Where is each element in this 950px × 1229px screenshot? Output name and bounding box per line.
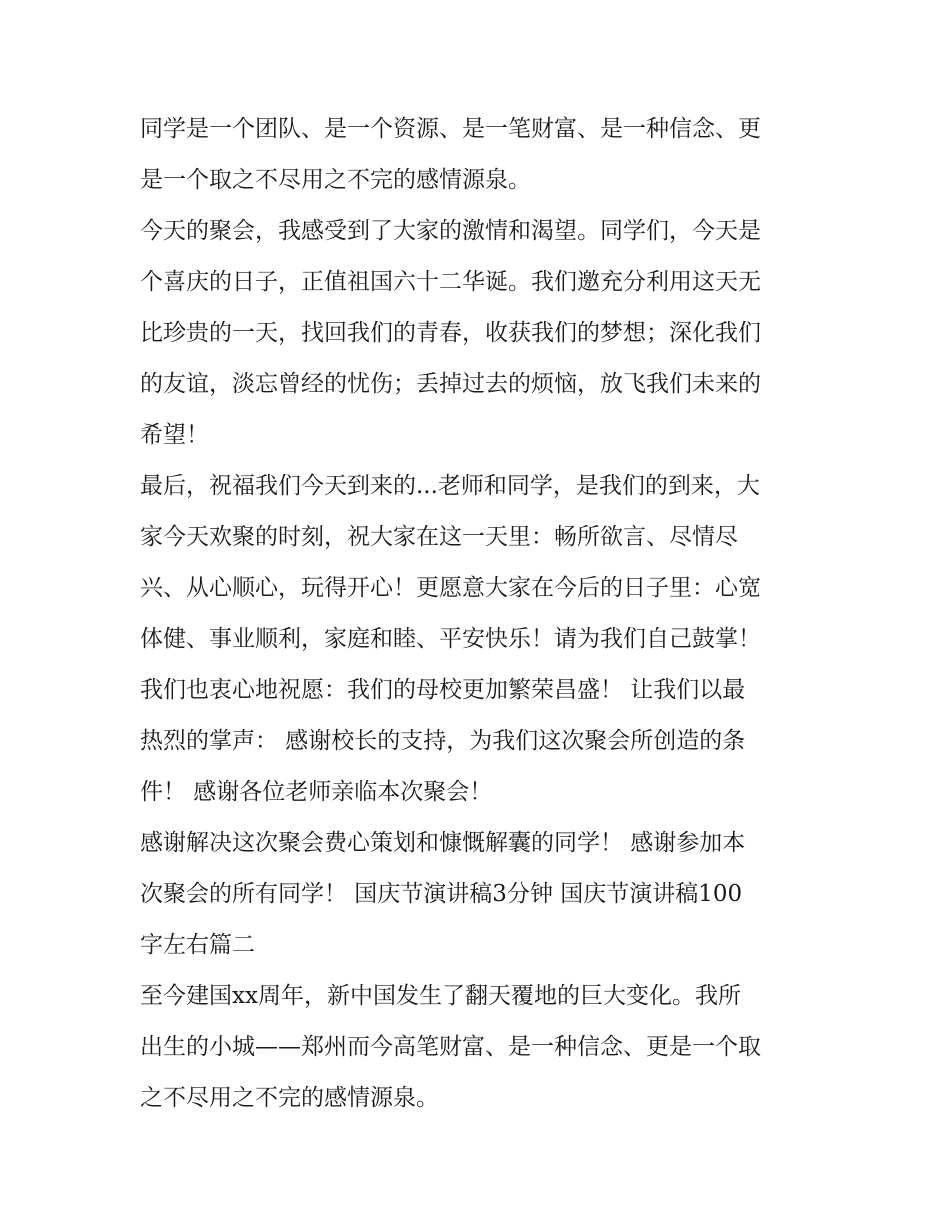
text-line: 家今天欢聚的时刻，祝大家在这一天里：畅所欲言、尽情尽	[140, 524, 738, 550]
text-line: 希望！	[140, 422, 209, 448]
text-line: 出生的小城——郑州而今高笔财富、是一种信念、更是一个取	[140, 1034, 761, 1060]
text-line: 至今建国xx周年，新中国发生了翻天覆地的巨大变化。我所	[140, 983, 741, 1009]
text-line: 体健、事业顺利，家庭和睦、平安快乐！请为我们自己鼓掌！	[140, 626, 761, 652]
text-line: 个喜庆的日子，正值祖国六十二华诞。我们邀充分利用这天无	[140, 269, 761, 295]
document-body	[140, 104, 820, 1124]
text-line: 比珍贵的一天，找回我们的青春，收获我们的梦想；深化我们	[140, 320, 761, 346]
text-line: 热烈的掌声： 感谢校长的支持，为我们这次聚会所创造的条	[140, 728, 746, 754]
text-line: 今天的聚会，我感受到了大家的激情和渴望。同学们，今天是	[140, 218, 761, 244]
text-line: 感谢解决这次聚会费心策划和慷慨解囊的同学！ 感谢参加本	[140, 830, 746, 856]
text-line: 兴、从心顺心，玩得开心！更愿意大家在今后的日子里：心宽	[140, 575, 761, 601]
text-line: 同学是一个团队、是一个资源、是一笔财富、是一种信念、更	[140, 116, 761, 142]
text-line: 我们也衷心地祝愿：我们的母校更加繁荣昌盛！ 让我们以最	[140, 677, 746, 703]
text-line: 最后，祝福我们今天到来的...老师和同学，是我们的到来，大	[140, 473, 760, 499]
text-line: 件！ 感谢各位老师亲临本次聚会！	[140, 779, 493, 805]
text-line: 次聚会的所有同学！ 国庆节演讲稿3分钟 国庆节演讲稿100	[140, 881, 743, 907]
text-line: 是一个取之不尽用之不完的感情源泉。	[140, 167, 531, 193]
text-line: 之不尽用之不完的感情源泉。	[140, 1085, 439, 1111]
text-line: 字左右篇二	[140, 932, 255, 958]
text-line: 的友谊，淡忘曾经的忧伤；丢掉过去的烦恼，放飞我们未来的	[140, 371, 761, 397]
